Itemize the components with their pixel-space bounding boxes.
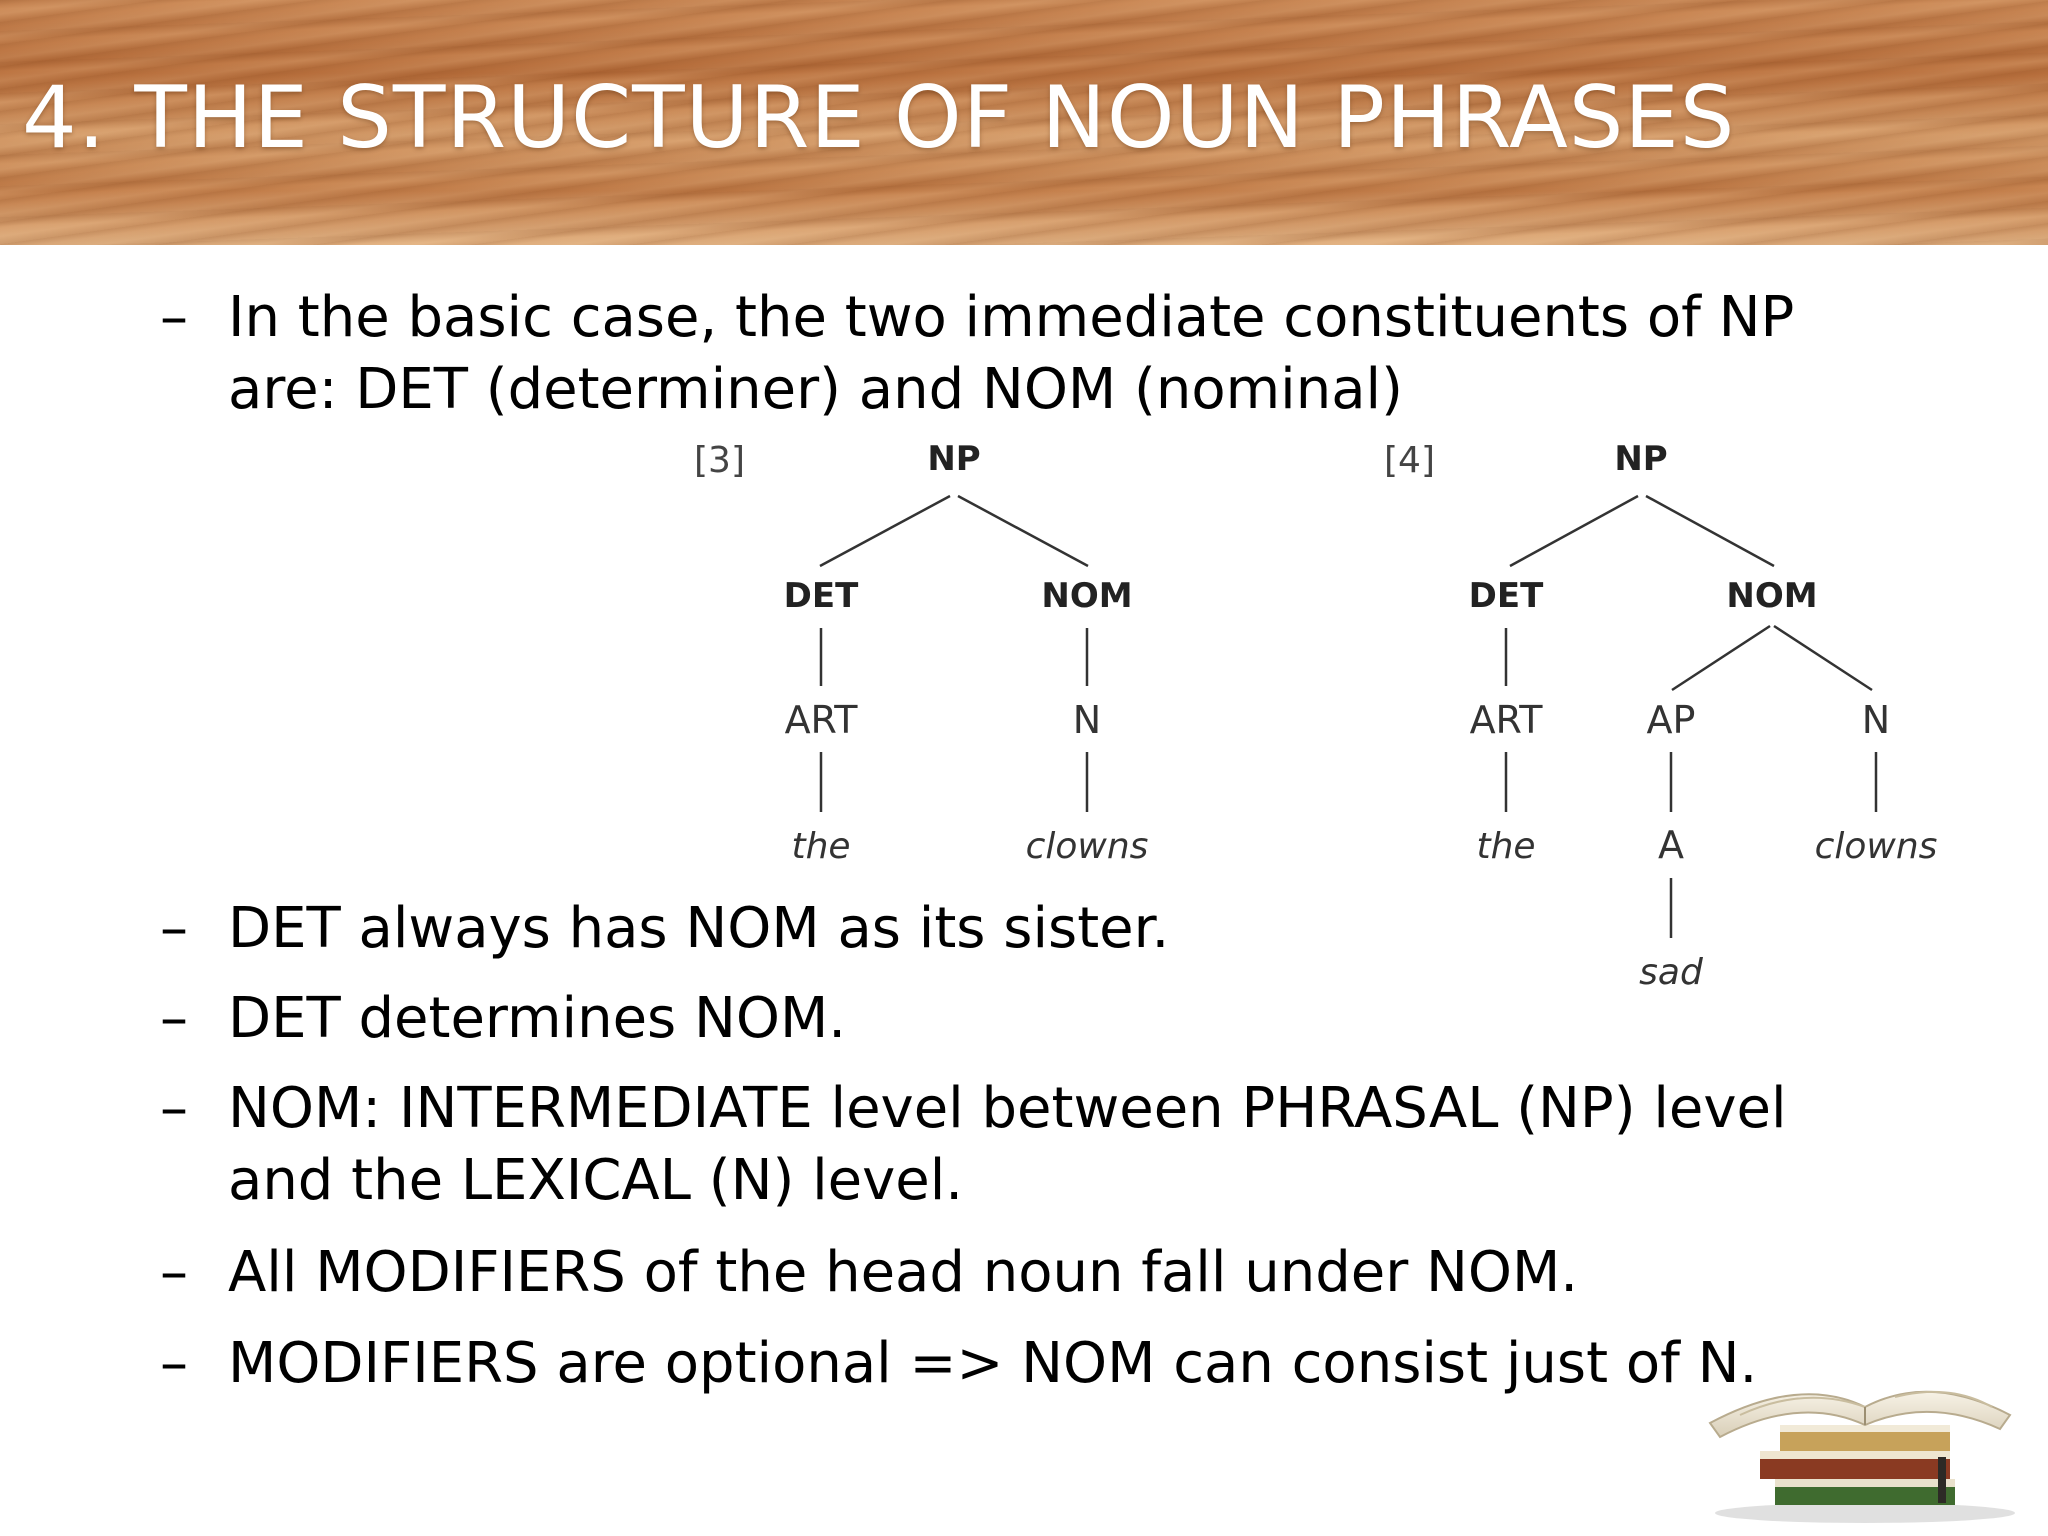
bullet-2-line-1: DET always has NOM as its sister.	[228, 896, 1170, 961]
tree-4-nom-node: NOM	[1726, 576, 1818, 616]
tree-3-nom-node: NOM	[1041, 576, 1133, 616]
slide-title: 4. THE STRUCTURE OF NOUN PHRASES	[22, 68, 1736, 168]
edge-nom-ap	[1672, 626, 1770, 690]
bullet-5-line-1: All MODIFIERS of the head noun fall under NOM.	[228, 1240, 1579, 1305]
bullet-3-line-1: DET determines NOM.	[228, 986, 847, 1051]
bullet-6-line-1: MODIFIERS are optional => NOM can consist just of N.	[228, 1331, 1758, 1396]
syntax-tree-4	[1370, 440, 1970, 1000]
bullet-1-line-2: are: DET (determiner) and NOM (nominal)	[228, 357, 1403, 422]
tree-4-ap-node: AP	[1646, 698, 1696, 742]
tree-4-tag: [4]	[1384, 440, 1435, 481]
bullet-dash: –	[160, 1240, 188, 1305]
edge-np-nom	[1646, 496, 1774, 566]
bullet-1-line-1: In the basic case, the two immediate constituents of NP	[228, 285, 1795, 350]
tree-3-word-the: the	[791, 826, 851, 867]
tree-3-n-node: N	[1072, 698, 1102, 742]
tree-4-word-sad: sad	[1639, 952, 1703, 993]
bullet-dash: –	[160, 986, 188, 1051]
bullet-4	[160, 1073, 1787, 1217]
bullet-3	[160, 983, 846, 1055]
tree-4-a-node: A	[1658, 823, 1684, 867]
bullet-dash: –	[160, 285, 188, 350]
book-stack-icon	[1680, 1345, 2020, 1525]
edge-np-nom	[958, 496, 1088, 566]
bullet-dash: –	[160, 1076, 188, 1141]
tree-4-det-node: DET	[1468, 576, 1544, 616]
bullet-6	[160, 1328, 1757, 1400]
tree-3-tag: [3]	[694, 440, 745, 481]
tree-3-art-node: ART	[784, 698, 858, 742]
tree-4-n-node: N	[1861, 698, 1891, 742]
wood-header-banner	[0, 0, 2048, 245]
edge-np-det	[820, 496, 950, 566]
tree-3-word-clowns: clowns	[1025, 826, 1149, 867]
tree-4-word-clowns: clowns	[1814, 826, 1938, 867]
tree-4-word-the: the	[1476, 826, 1536, 867]
bullet-4-line-2: and the LEXICAL (N) level.	[228, 1148, 964, 1213]
bullet-1	[160, 282, 1794, 426]
bullet-dash: –	[160, 896, 188, 961]
tree-3-np-node: NP	[927, 440, 981, 479]
tree-3-det-node: DET	[783, 576, 859, 616]
bullet-dash: –	[160, 1331, 188, 1396]
tree-4-art-node: ART	[1469, 698, 1543, 742]
bullet-5	[160, 1237, 1578, 1309]
tree-4-np-node: NP	[1614, 440, 1668, 479]
syntax-tree-3	[680, 440, 1200, 880]
bullet-4-line-1: NOM: INTERMEDIATE level between PHRASAL (NP) level	[228, 1076, 1787, 1141]
bullet-2	[160, 893, 1169, 965]
edge-np-det	[1510, 496, 1638, 566]
edge-nom-n	[1774, 626, 1872, 690]
